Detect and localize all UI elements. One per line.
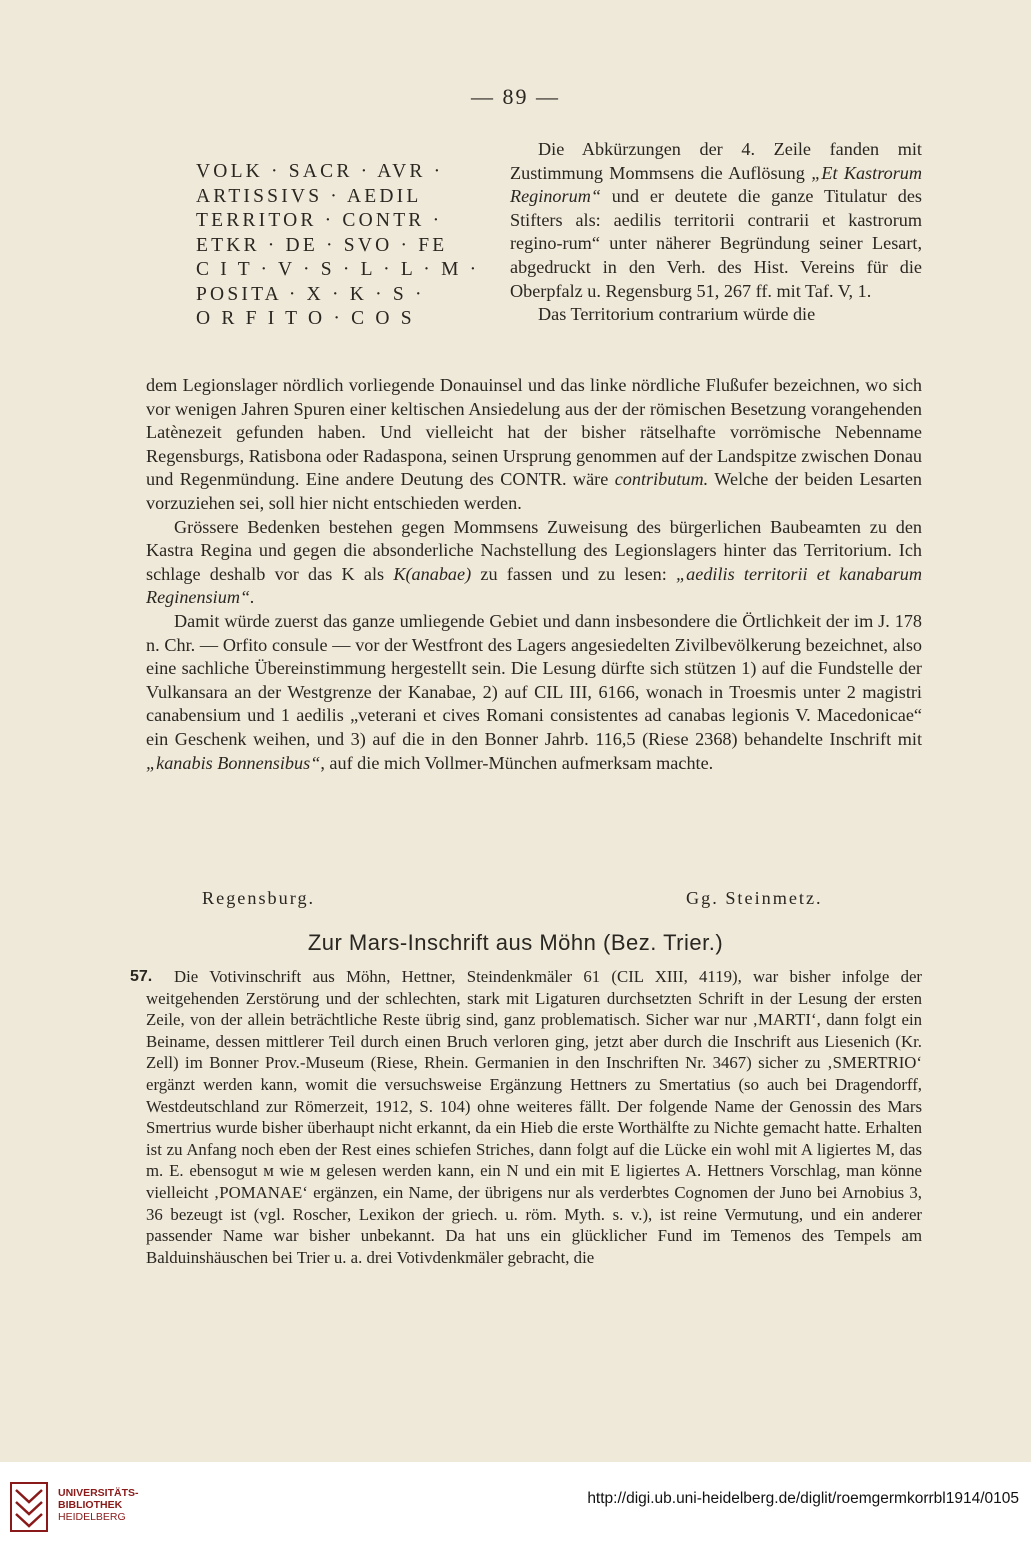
library-name-line: BIBLIOTHEK (58, 1499, 123, 1511)
signature-author: Gg. Steinmetz. (686, 888, 823, 908)
paragraph (146, 610, 922, 775)
text-run: Grössere Bedenken bestehen gegen Mommsens Zuweisung des bürgerlichen Baubeamten zu den Kastra Regina und gegen die absonderliche Nachstellung des Legionslagers hinter das Territorium. Ich schlage deshalb vor das K als (146, 516, 922, 584)
footer-bar (0, 1462, 1031, 1549)
page-number: — 89 — (471, 84, 560, 109)
paragraph (146, 516, 922, 610)
text-run: Die Abkürzungen der 4. Zeile fanden mit Zustimmung Mommsens die Auflösung (510, 139, 922, 183)
text-run: und er deutete die ganze Titulatur des Stifters als: aedilis territorii contrarii et kastrorum regino-rum“ unter näherer Begründung seiner Lesart, abgedruckt in den Verh. des Hist. Vereins für die Oberpfalz u. Regensburg 51, 267 ff. mit Taf. V, 1. (510, 186, 922, 301)
text-run: dem Legionslager nördlich vorliegende Donauinsel und das linke nördliche Flußufer bezeichnen, wo sich vor wenigen Jahren Spuren einer keltischen Ansiedelung aus der der römischen Besetzung vorangehenden Latènezeit gefunden haben. Und vielleicht hat der bisher rätselhafte vorrömische Nebenname Regensburgs, Ratisbona oder Radaspona, seinen Ursprung genommen auf der Landspitze zwischen Donau und Regenmündung. Eine andere Deutung des CONTR. wäre (146, 375, 922, 490)
inscription-line: POSITA · X · K · S · (196, 283, 425, 305)
library-name (58, 1487, 139, 1523)
inscription-line: ETKR · DE · SVO · FE (196, 234, 448, 256)
italic-run: „aedilis territorii et kanabarum Reginensium“. (146, 563, 923, 608)
inscription-line: C I T · V · S · L · L · M · (196, 259, 480, 280)
italic-run: „kanabis Bonnensibus“ (146, 752, 321, 773)
text-run: Welche der beiden Lesarten vorzuziehen sei, soll hier nicht entschieden werden. (146, 469, 922, 513)
text-run: , auf die mich Vollmer-München aufmerksam machte. (320, 752, 714, 773)
source-url-link[interactable]: http://digi.ub.uni-heidelberg.de/diglit/roemgermkorrbl1914/0105 (587, 1490, 1019, 1507)
italic-run: „Et Kastrorum Reginorum“ (510, 162, 922, 207)
inscription-line: VOLK · SACR · AVR · (196, 161, 444, 182)
right-column-text (510, 138, 922, 327)
section-number: 57. (130, 968, 153, 985)
italic-run: contributum. (614, 469, 709, 490)
section-heading: Zur Mars-Inschrift aus Möhn (Bez. Trier.) (307, 930, 724, 955)
signature-place: Regensburg. (202, 888, 316, 908)
inscription-line: ARTISSIVS · AEDIL (196, 185, 422, 207)
section-text (146, 966, 922, 1268)
text-run: Damit würde zuerst das ganze umliegende Gebiet und dann insbesondere die Örtlichkeit der im J. 178 n. Chr. — Orfito consule — vor der Westfront des Lagers angesiedelten Zivilbevölkerung bezeichnet, also eine sachliche Übereinstimmung hergestellt sein. Die Lesung dürfte sich stützen 1) auf die Fundstelle der Vulkansara an der Westgrenze der Kanabae, 2) auf CIL III, 6166, wonach in Troesmis unter 2 magistri canabensium und 1 aedilis „veterani et cives Romani consistentes ad canabas legionis V. Macedonicae“ ein Geschenk weihen, und 3) auf die in den Bonner Jahrb. 116,5 (Riese 2368) behandelte Inschrift mit (146, 610, 922, 749)
paragraph: Die Votivinschrift aus Möhn, Hettner, Steindenkmäler 61 (CIL XIII, 4119), war bisher infolge der weitgehenden Zerstörung und der schlechten, stark mit Ligaturen durchsetzten Schrift in der Lesung der ersten Zeile, von der allein beträchtliche Reste übrig sind, ganz problematisch. Sicher war nur ‚MARTI‘, dann folgt ein Beiname, dessen mittlerer Teil durch einen Bruch verloren ging, jetzt aber durch die Inschrift aus Liesenich (Kr. Zell) im Bonner Prov.-Museum (Riese, Rhein. Germanien in den Inschriften Nr. 3467) sicher zu ‚SMERTRIO‘ ergänzt werden kann, womit die versuchsweise Ergänzung Hettners zu Smertatius (so auch bei Dragendorff, Westdeutschland zur Römerzeit, 1912, S. 104) ohne weiteres fällt. Der folgende Name der Genossin des Mars Smertrius wurde bisher überhaupt nicht erkannt, da ein Hieb die erste Worthälfte zu Nichte gemacht hatte. Erhalten ist zu Anfang noch eben der Rest eines schiefen Striches, dann folgt auf die Lücke ein wohl mit A ligiertes M, das m. E. ebensogut ᴍ wie ᴍ gelesen werden kann, ein N und ein mit E ligiertes A. Hettners Vorschlag, man könne vielleicht ‚POMANAE‘ ergänzen, ein Name, der übrigens nur als verderbtes Cognomen der Juno bei Arnobius 3, 36 bezeugt ist (vgl. Roscher, Lexikon der griech. u. röm. Myth. s. v.), ist reine Vermutung, und ein anderer passender Name war bisher unbekannt. Da hat uns ein glücklicher Fund im Temenos des Tempels am Balduinshäuschen bei Trier u. a. drei Votivdenkmäler gebracht, die (146, 967, 922, 1267)
university-library-logo-icon (10, 1482, 48, 1532)
paragraph (510, 138, 922, 303)
inscription-block (196, 160, 486, 332)
library-name-line: HEIDELBERG (58, 1511, 126, 1523)
paragraph-start: Das Territorium contrarium würde die (538, 304, 816, 325)
paragraph (146, 374, 922, 516)
library-name-line: UNIVERSITÄTS- (58, 1487, 139, 1499)
text-run: zu fassen und zu lesen: (471, 563, 677, 584)
italic-run: K(anabae) (393, 563, 472, 584)
body-text (146, 374, 922, 775)
inscription-line: O R F I T O · C O S (196, 308, 415, 329)
inscription-line: TERRITOR · CONTR · (196, 210, 443, 231)
